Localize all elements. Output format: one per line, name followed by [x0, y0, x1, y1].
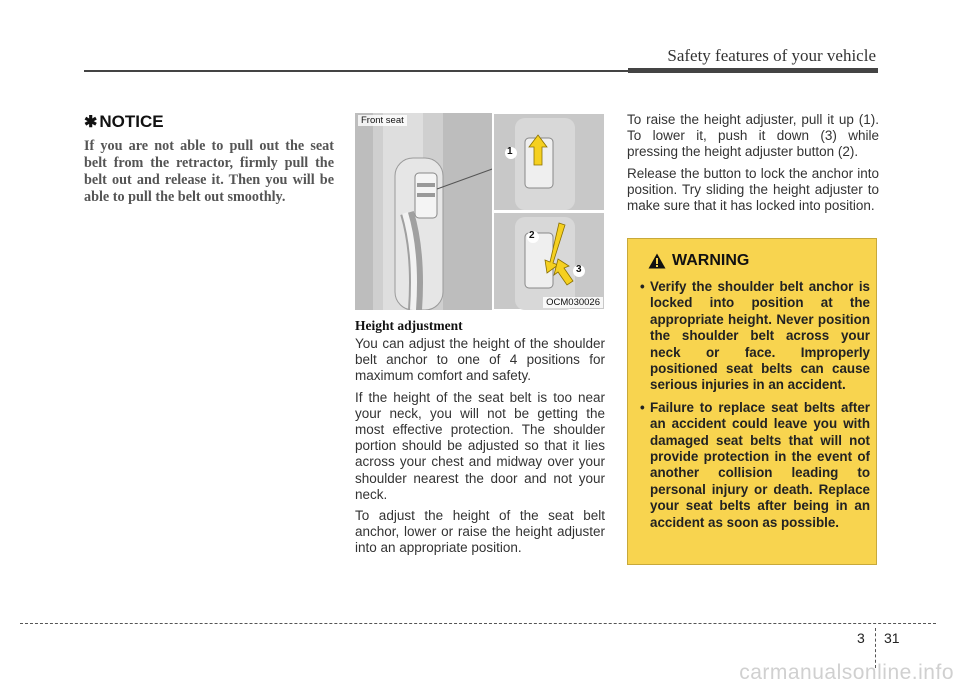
notice-title-text: NOTICE: [99, 112, 164, 131]
callout-1: 1: [507, 146, 513, 157]
height-adjustment-heading: Height adjustment: [355, 318, 463, 333]
paragraph: Release the button to lock the anchor into position. Try sliding the height adjuster to make sure that it has locked into position.: [627, 165, 879, 214]
bullet: •: [640, 279, 645, 294]
warning-header: [648, 252, 749, 270]
chapter-number: 3: [857, 630, 865, 646]
paragraph: You can adjust the height of the shoulder belt anchor to one of 4 positions for maximum comfort and safety.: [355, 336, 605, 384]
watermark: carmanualsonline.info: [739, 661, 954, 684]
figure-caption: Front seat: [358, 115, 407, 126]
adjuster-instructions: [627, 112, 879, 219]
bullet: •: [640, 399, 645, 415]
warning-item-text: Failure to replace seat belts after an accident could leave you with damaged seat belts that will not provide protection in the event of another collision leading to personal injury or death. Replace your seat belts after being in an accident as soon as possible.: [650, 399, 870, 530]
paragraph: To adjust the height of the seat belt anchor, lower or raise the height adjuster into an appropriate position.: [355, 508, 605, 556]
footer-rule: [20, 623, 936, 624]
warning-list: [640, 279, 870, 537]
seat-belt-illustration: [355, 113, 605, 310]
star-cross-icon: ✱: [84, 114, 98, 131]
height-adjustment-text: [355, 336, 605, 562]
warning-box: [627, 238, 877, 565]
callout-2: 2: [529, 230, 535, 241]
notice-body: If you are not able to pull out the seat belt from the retractor, firmly pull the belt out and release it. Then you will be able to pull the belt out smoothly.: [84, 138, 334, 205]
warning-item: [640, 400, 870, 531]
figure-code: OCM030026: [543, 297, 603, 308]
seat-belt-figure: [355, 113, 605, 310]
paragraph: If the height of the seat belt is too near your neck, you will not be getting the most effective protection. The shoulder portion should be adjusted so that it lies across your chest and midway over your shoulder nearest the door and not your neck.: [355, 389, 605, 502]
warning-title: WARNING: [672, 252, 750, 269]
warning-item-text: Verify the shoulder belt anchor is locked into position at the appropriate height. Never position the shoulder belt across your neck or face. Improperly positioned seat belts can cause serious injuries in an accident.: [650, 279, 870, 393]
paragraph: To raise the height adjuster, pull it up (1). To lower it, push it down (3) while pressing the height adjuster button (2).: [627, 112, 879, 160]
notice-title: [84, 112, 164, 132]
page-number: 31: [884, 630, 900, 646]
header-rule-accent: [628, 68, 878, 73]
warning-triangle-icon: [648, 253, 666, 269]
section-title: Safety features of your vehicle: [667, 46, 876, 65]
warning-item: [640, 279, 870, 394]
callout-3: 3: [576, 264, 582, 275]
